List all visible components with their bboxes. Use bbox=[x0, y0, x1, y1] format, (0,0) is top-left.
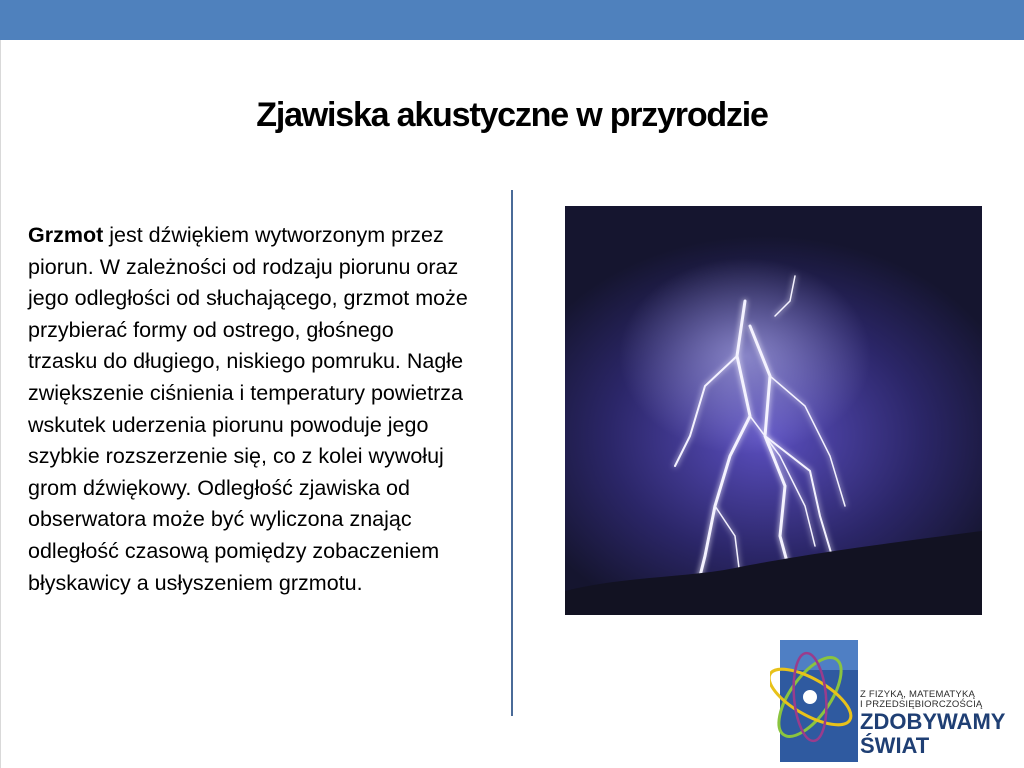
logo-tagline: Z FIZYKĄ, MATEMATYKĄ I PRZEDSIĘBIORCZOŚCIĄ bbox=[860, 689, 983, 710]
lightning-photo bbox=[565, 206, 982, 615]
vertical-divider bbox=[511, 190, 513, 716]
body-description: jest dźwiękiem wytworzonym przez piorun. W zależności od rodzaju piorunu oraz jego odległości od słuchającego, grzmot może przybierać formy od ostrego, głośnego trzasku do długiego, niskiego pomruku. Nagłe zwiększenie ciśnienia i temperatury powietrza wskutek uderzenia piorunu powoduje jego szybkie rozszerzenie się, co z kolei wywołuj grom dźwiękowy. Odległość zjawiska od obserwatora może być wyliczona znając odległość czasową pomiędzy zobaczeniem błyskawicy a usłyszeniem grzmotu. bbox=[28, 223, 468, 595]
top-bar bbox=[0, 0, 1024, 40]
logo-name: ZDOBYWAMY ŚWIAT bbox=[860, 709, 1006, 758]
body-text bbox=[28, 220, 468, 599]
slide-title: Zjawiska akustyczne w przyrodzie bbox=[256, 96, 768, 134]
project-logo bbox=[770, 622, 1024, 768]
body-bold-term: Grzmot bbox=[28, 223, 104, 247]
